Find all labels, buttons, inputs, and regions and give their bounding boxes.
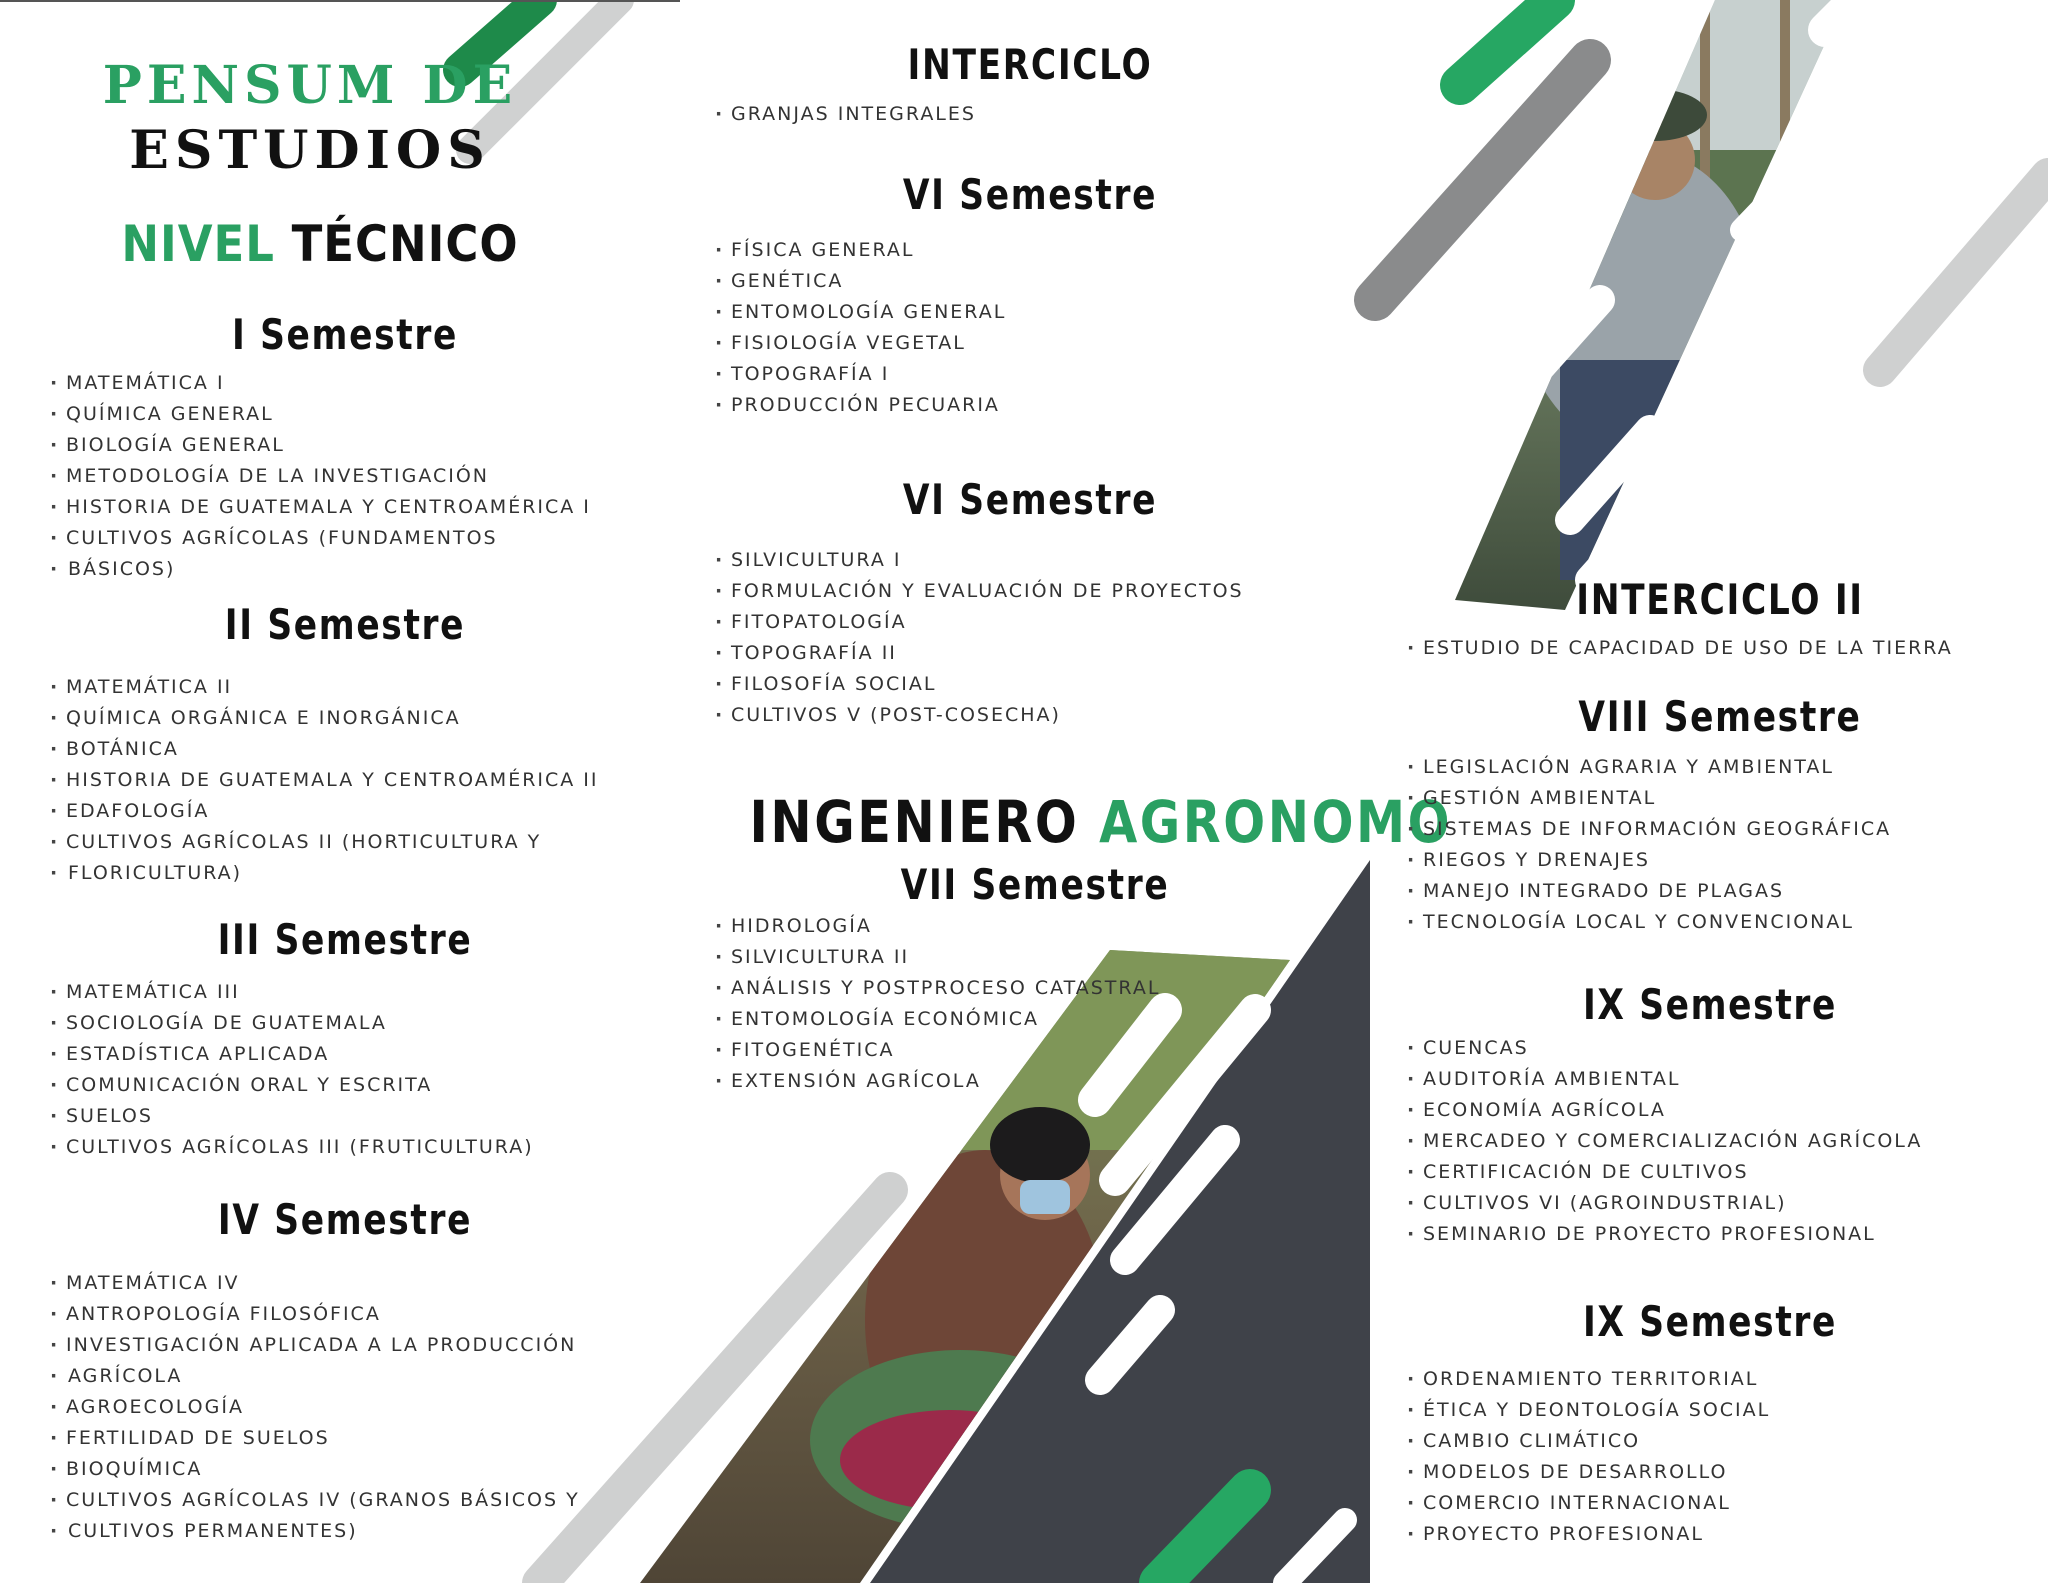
list-item: · FLORICULTURA) [50,858,610,889]
level-word2: TÉCNICO [291,215,519,273]
list-item: · COMERCIO INTERNACIONAL [1407,1488,2027,1519]
list-item: · GESTIÓN AMBIENTAL [1407,783,2027,814]
list-item: · CULTIVOS AGRÍCOLAS IV (GRANOS BÁSICOS Y [50,1485,610,1516]
list-item: · SISTEMAS DE INFORMACIÓN GEOGRÁFICA [1407,814,2027,845]
semester-2-list [50,672,610,889]
list-item: · ORDENAMIENTO TERRITORIAL [1407,1364,2027,1395]
list-item: · TOPOGRAFÍA II [715,638,1315,669]
list-item: · SILVICULTURA II [715,942,1275,973]
semester-6a-list [715,235,1275,421]
list-item: · RIEGOS Y DRENAJES [1407,845,2027,876]
list-item: · ESTUDIO DE CAPACIDAD DE USO DE LA TIERRA [1407,633,2027,664]
list-item: · FÍSICA GENERAL [715,235,1275,266]
list-item: · SUELOS [50,1101,610,1132]
interciclo-list [715,99,1275,130]
list-item: · QUÍMICA ORGÁNICA E INORGÁNICA [50,703,610,734]
list-item: · ENTOMOLOGÍA ECONÓMICA [715,1004,1275,1035]
list-item: · MATEMÁTICA I [50,368,610,399]
list-item: · COMUNICACIÓN ORAL Y ESCRITA [50,1070,610,1101]
list-item: · CULTIVOS V (POST-COSECHA) [715,700,1315,731]
list-item: · BIOLOGÍA GENERAL [50,430,610,461]
title-line2: ESTUDIOS [129,120,491,181]
list-item: · BIOQUÍMICA [50,1454,610,1485]
list-item: · SILVICULTURA I [715,545,1315,576]
list-item: · GENÉTICA [715,266,1275,297]
list-item: · MATEMÁTICA II [50,672,610,703]
semester-7-title: VII Semestre [900,860,1170,909]
semester-7-list [715,911,1275,1097]
list-item: · BOTÁNICA [50,734,610,765]
list-item: · CULTIVOS PERMANENTES) [50,1516,610,1547]
list-item: · CULTIVOS AGRÍCOLAS II (HORTICULTURA Y [50,827,610,858]
list-item: · EXTENSIÓN AGRÍCOLA [715,1066,1275,1097]
list-item: · EDAFOLOGÍA [50,796,610,827]
list-item: · INVESTIGACIÓN APLICADA A LA PRODUCCIÓN [50,1330,610,1361]
semester-1-list [50,368,610,585]
list-item: · MERCADEO Y COMERCIALIZACIÓN AGRÍCOLA [1407,1126,2027,1157]
list-item: · CERTIFICACIÓN DE CULTIVOS [1407,1157,2027,1188]
ingeniero-agronomo-title [749,788,1453,856]
semester-9a-list [1407,1033,2027,1250]
semester-4-list [50,1268,610,1547]
semester-8-title: VIII Semestre [1578,692,1862,741]
list-item: · HIDROLOGÍA [715,911,1275,942]
list-item: · MATEMÁTICA IV [50,1268,610,1299]
list-item: · ECONOMÍA AGRÍCOLA [1407,1095,2027,1126]
semester-3-list [50,977,610,1163]
list-item: · FORMULACIÓN Y EVALUACIÓN DE PROYECTOS [715,576,1315,607]
semester-6b-title: VI Semestre [902,475,1158,524]
list-item: · FITOGENÉTICA [715,1035,1275,1066]
list-item: · TECNOLOGÍA LOCAL Y CONVENCIONAL [1407,907,2027,938]
list-item: · MODELOS DE DESARROLLO [1407,1457,2027,1488]
list-item: · PRODUCCIÓN PECUARIA [715,390,1275,421]
interciclo-2-list [1407,633,2027,664]
list-item: · BÁSICOS) [50,554,610,585]
list-item: · PROYECTO PROFESIONAL [1407,1519,2027,1550]
title-line1: PENSUM DE [102,55,518,116]
list-item: · AUDITORÍA AMBIENTAL [1407,1064,2027,1095]
list-item: · SOCIOLOGÍA DE GUATEMALA [50,1008,610,1039]
list-item: · AGROECOLOGÍA [50,1392,610,1423]
semester-2-title: II Semestre [224,600,466,649]
agronomo-word: AGRONOMO [1099,788,1453,856]
list-item: · ENTOMOLOGÍA GENERAL [715,297,1275,328]
semester-4-title: IV Semestre [217,1195,473,1244]
level-title [60,215,580,273]
list-item: · GRANJAS INTEGRALES [715,99,1275,130]
list-item: · ESTADÍSTICA APLICADA [50,1039,610,1070]
list-item: · ANTROPOLOGÍA FILOSÓFICA [50,1299,610,1330]
list-item: · FERTILIDAD DE SUELOS [50,1423,610,1454]
list-item: · CULTIVOS AGRÍCOLAS (FUNDAMENTOS [50,523,610,554]
list-item: · CULTIVOS VI (AGROINDUSTRIAL) [1407,1188,2027,1219]
level-word1: NIVEL [121,215,275,273]
list-item: · ANÁLISIS Y POSTPROCESO CATASTRAL [715,973,1275,1004]
list-item: · HISTORIA DE GUATEMALA Y CENTROAMÉRICA I [50,492,610,523]
list-item: · FILOSOFÍA SOCIAL [715,669,1315,700]
list-item: · CULTIVOS AGRÍCOLAS III (FRUTICULTURA) [50,1132,610,1163]
ingeniero-word: INGENIERO [749,788,1080,856]
list-item: · CAMBIO CLIMÁTICO [1407,1426,2027,1457]
semester-9a-title: IX Semestre [1582,980,1838,1029]
interciclo-2-title: INTERCICLO II [1576,575,1864,624]
list-item: · METODOLOGÍA DE LA INVESTIGACIÓN [50,461,610,492]
list-item: · FITOPATOLOGÍA [715,607,1315,638]
list-item: · AGRÍCOLA [50,1361,610,1392]
list-item: · TOPOGRAFÍA I [715,359,1275,390]
interciclo-title: INTERCICLO [907,40,1153,89]
list-item: · FISIOLOGÍA VEGETAL [715,328,1275,359]
semester-3-title: III Semestre [217,915,473,964]
list-item: · MATEMÁTICA III [50,977,610,1008]
list-item: · CUENCAS [1407,1033,2027,1064]
list-item: · SEMINARIO DE PROYECTO PROFESIONAL [1407,1219,2027,1250]
semester-8-list [1407,752,2027,938]
semester-9b-list [1407,1364,2027,1550]
semester-6a-title: VI Semestre [902,170,1158,219]
list-item: · MANEJO INTEGRADO DE PLAGAS [1407,876,2027,907]
list-item: · HISTORIA DE GUATEMALA Y CENTROAMÉRICA II [50,765,610,796]
list-item: · ÉTICA Y DEONTOLOGÍA SOCIAL [1407,1395,2027,1426]
semester-6b-list [715,545,1315,731]
list-item: · QUÍMICA GENERAL [50,399,610,430]
list-item: · LEGISLACIÓN AGRARIA Y AMBIENTAL [1407,752,2027,783]
semester-1-title: I Semestre [232,310,458,359]
semester-9b-title: IX Semestre [1582,1297,1838,1346]
